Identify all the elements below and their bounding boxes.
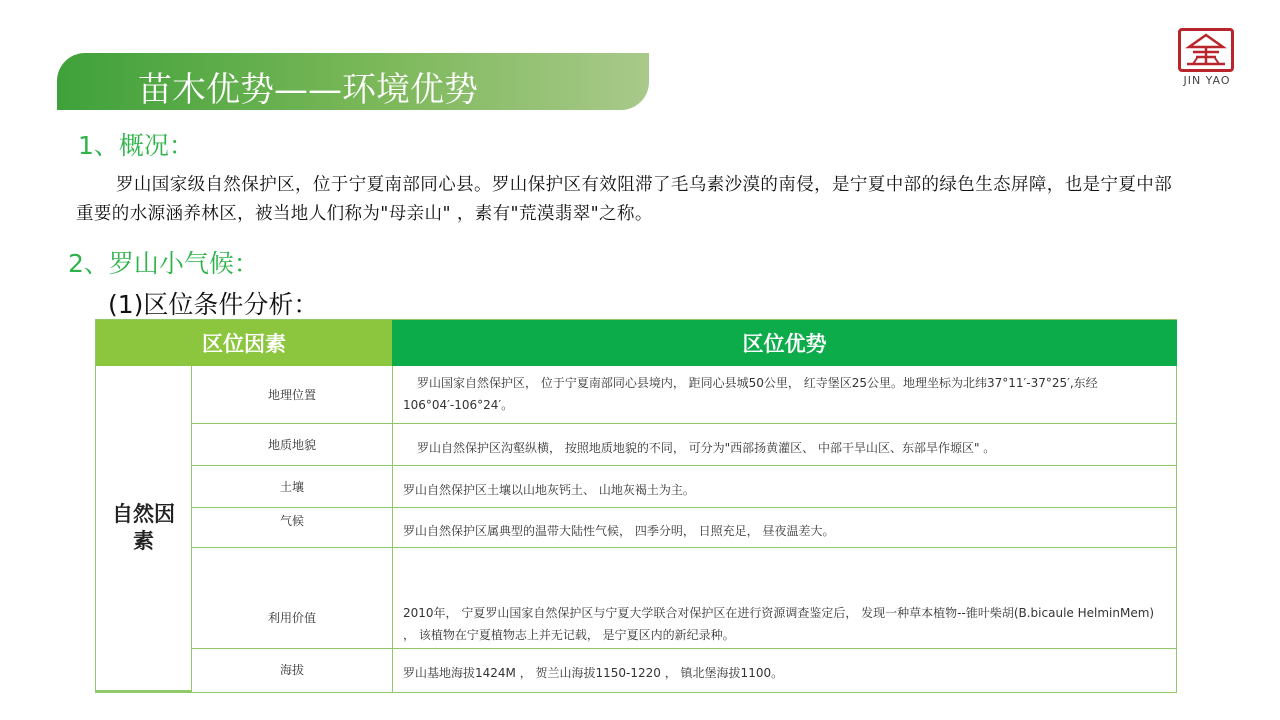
row-description: 罗山自然保护区沟壑纵横， 按照地质地貌的不同， 可分为"西部扬黄灌区、 中部干旱山区、东部旱作塬区" 。 (417, 441, 996, 455)
table-header-factor: 区位因素 (96, 320, 392, 366)
row-factor: 土壤 (192, 466, 393, 507)
row-factor: 利用价值 (192, 548, 393, 648)
table-row (192, 548, 1177, 649)
table-header-advantage: 区位优势 (392, 320, 1177, 366)
table-row (192, 424, 1177, 466)
overview-paragraph: 罗山国家级自然保护区，位于宁夏南部同心县。罗山保护区有效阻滞了毛乌素沙漠的南侵，是宁夏中部的绿色生态屏障，也是宁夏中部重要的水源涵养林区，被当地人们称为"母亲山" ，素有"荒漠翡翠"之称。 (76, 175, 1173, 224)
location-subheading: (1)区位条件分析： (108, 290, 319, 319)
slide-title: 苗木优势——环境优势 (138, 70, 478, 110)
table-row (192, 649, 1177, 692)
row-description: 罗山国家自然保护区， 位于宁夏南部同心县境内， 距同心县城50公里， 红寺堡区25公里。地理坐标为北纬37°11′-37°25′,东经106°04′-106°24′。 (403, 376, 1098, 412)
row-factor: 地理位置 (192, 366, 393, 423)
overview-heading: 1、概况： (78, 131, 194, 160)
group-label-natural: 自然因素 (96, 366, 192, 692)
table-row (192, 508, 1177, 548)
row-description: 2010年， 宁夏罗山国家自然保护区与宁夏大学联合对保护区在进行资源调查鉴定后， 发现一种草本植物--锥叶柴胡(B.bicaule HelminMem) ， 该植物在宁夏植物志上并无记载， 是宁夏区内的新纪录种。 (403, 606, 1155, 642)
location-table (95, 319, 1177, 693)
row-description: 罗山自然保护区土壤以山地灰钙土、 山地灰褐土为主。 (403, 483, 695, 497)
logo-emblem-icon (1178, 28, 1234, 72)
table-row (192, 366, 1177, 424)
row-description: 罗山自然保护区属典型的温带大陆性气候， 四季分明， 日照充足， 昼夜温差大。 (403, 524, 835, 538)
logo-text: JIN YAO (1183, 74, 1231, 87)
table-row (192, 466, 1177, 508)
microclimate-heading: 2、罗山小气候： (68, 249, 259, 278)
row-description: 罗山基地海拔1424M ， 贺兰山海拔1150-1220 ， 镇北堡海拔1100。 (403, 666, 784, 680)
row-factor: 气候 (192, 508, 393, 547)
row-factor: 海拔 (192, 649, 393, 692)
row-factor: 地质地貌 (192, 424, 393, 465)
jinyao-logo (1172, 28, 1242, 88)
